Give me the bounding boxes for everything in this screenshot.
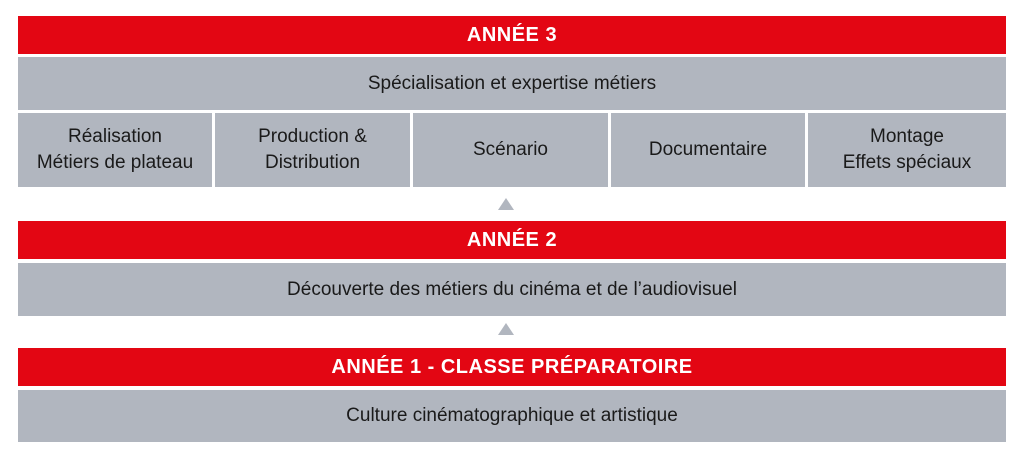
year3-subtitle: Spécialisation et expertise métiers <box>18 57 1006 110</box>
spec-line: Production & <box>258 126 367 147</box>
spec-production <box>215 113 410 187</box>
spec-line: Réalisation <box>68 126 162 147</box>
specializations-row <box>18 113 1006 187</box>
arrow-up-icon <box>498 198 514 210</box>
spec-line: Scénario <box>473 139 548 160</box>
spec-line: Effets spéciaux <box>842 152 972 173</box>
spec-line: Métiers de plateau <box>36 152 194 173</box>
spec-line: Distribution <box>264 152 361 173</box>
arrow-up-icon <box>498 323 514 335</box>
year2-subtitle: Découverte des métiers du cinéma et de l’audiovisuel <box>18 263 1006 316</box>
spec-line: Montage <box>870 126 944 147</box>
spec-line: Documentaire <box>648 139 768 160</box>
year2-header: ANNÉE 2 <box>18 221 1006 259</box>
spec-realisation <box>18 113 212 187</box>
spec-montage <box>808 113 1006 187</box>
year1-header: ANNÉE 1 - CLASSE PRÉPARATOIRE <box>18 348 1006 386</box>
spec-documentaire <box>611 113 805 187</box>
year1-subtitle: Culture cinématographique et artistique <box>18 390 1006 442</box>
spec-scenario <box>413 113 608 187</box>
year3-header: ANNÉE 3 <box>18 16 1006 54</box>
